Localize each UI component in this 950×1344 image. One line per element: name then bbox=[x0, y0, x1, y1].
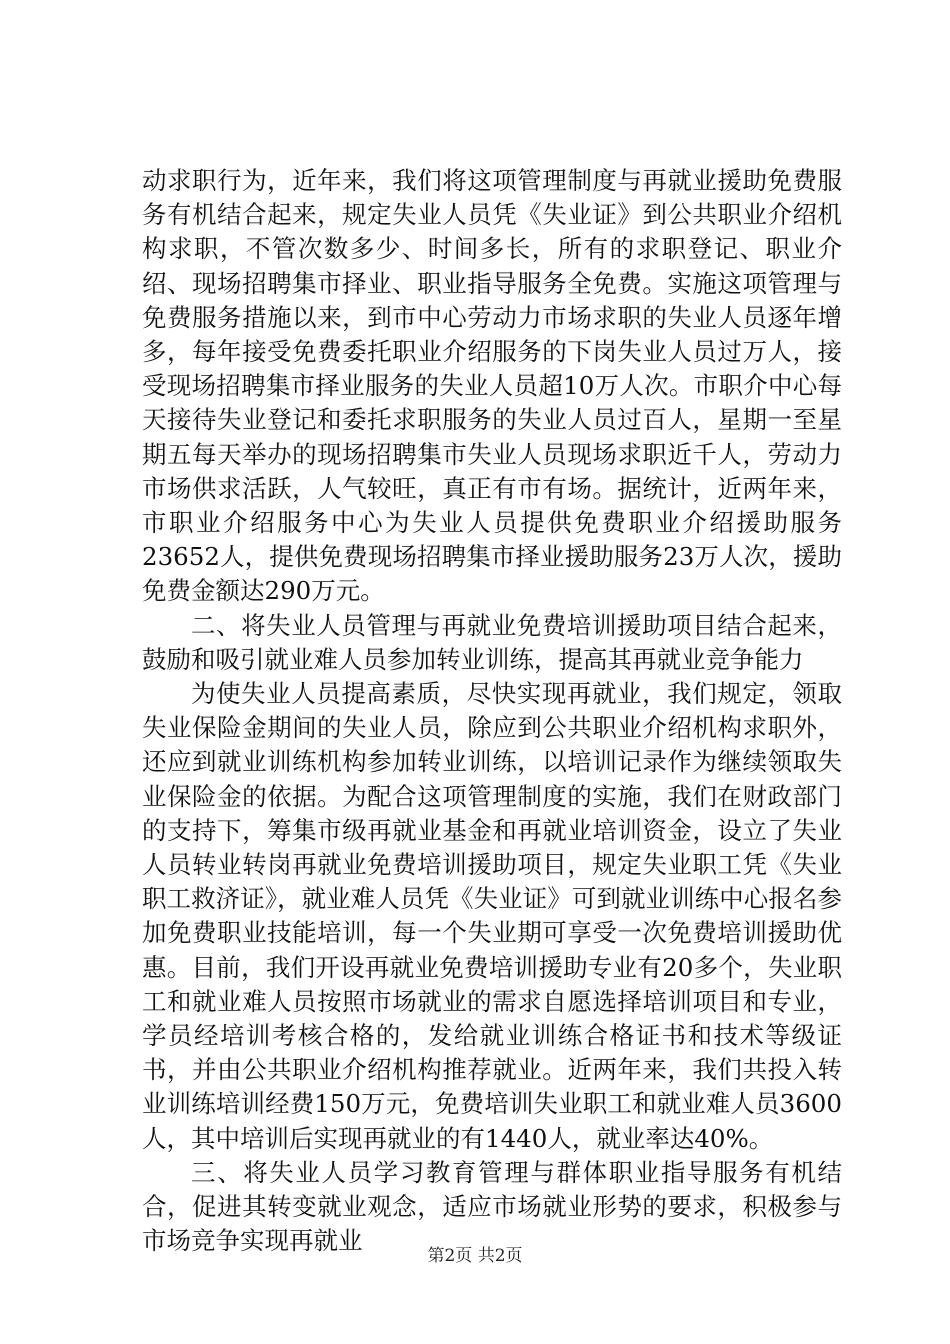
document-body bbox=[142, 164, 842, 1259]
body-paragraph-training: 为使失业人员提高素质，尽快实现再就业，我们规定，领取失业保险金期间的失业人员，除应到公共职业介绍机构求职外，还应到就业训练机构参加转业训练，以培训记录作为继续领取失业保险金的依据。为配合这项管理制度的实施，我们在财政部门的支持下，筹集市级再就业基金和再就业培训资金，设立了失业人员转业转岗再就业免费培训援助项目，规定失业职工凭《失业职工救济证》，就业难人员凭《失业证》可到就业训练中心报名参加免费职业技能培训，每一个失业期可享受一次免费培训援助优惠。目前，我们开设再就业免费培训援助专业有20多个，失业职工和就业难人员按照市场就业的需求自愿选择培训项目和专业，学员经培训考核合格的，发给就业训练合格证书和技术等级证书，并由公共职业介绍机构推荐就业。近两年来，我们共投入转业训练培训经费150万元，免费培训失业职工和就业难人员3600人，其中培训后实现再就业的有1440人，就业率达40%。 bbox=[142, 679, 842, 1153]
body-paragraph-continued: 动求职行为，近年来，我们将这项管理制度与再就业援助免费服务有机结合起来，规定失业人员凭《失业证》到公共职业介绍机构求职，不管次数多少、时间多长，所有的求职登记、职业介绍、现场招聘集市择业、职业指导服务全免费。实施这项管理与免费服务措施以来，到市中心劳动力市场求职的失业人员逐年增多，每年接受免费委托职业介绍服务的下岗失业人员过万人，接受现场招聘集市择业服务的失业人员超10万人次。市职介中心每天接待失业登记和委托求职服务的失业人员过百人，星期一至星期五每天举办的现场招聘集市失业人员现场求职近千人，劳动力市场供求活跃，人气较旺，真正有市有场。据统计，近两年来，市职业介绍服务中心为失业人员提供免费职业介绍援助服务23652人，提供免费现场招聘集市择业援助服务23万人次，援助免费金额达290万元。 bbox=[142, 166, 842, 606]
page-footer: 第2页 共2页 bbox=[427, 1246, 523, 1266]
section-heading-two: 二、将失业人员管理与再就业免费培训援助项目结合起来，鼓励和吸引就业难人员参加转业训练，提高其再就业竞争能力 bbox=[142, 610, 842, 674]
section-heading-three: 三、将失业人员学习教育管理与群体职业指导服务有机结合，促进其转变就业观念，适应市场就业形势的要求，积极参与市场竞争实现再就业 bbox=[142, 1157, 842, 1256]
